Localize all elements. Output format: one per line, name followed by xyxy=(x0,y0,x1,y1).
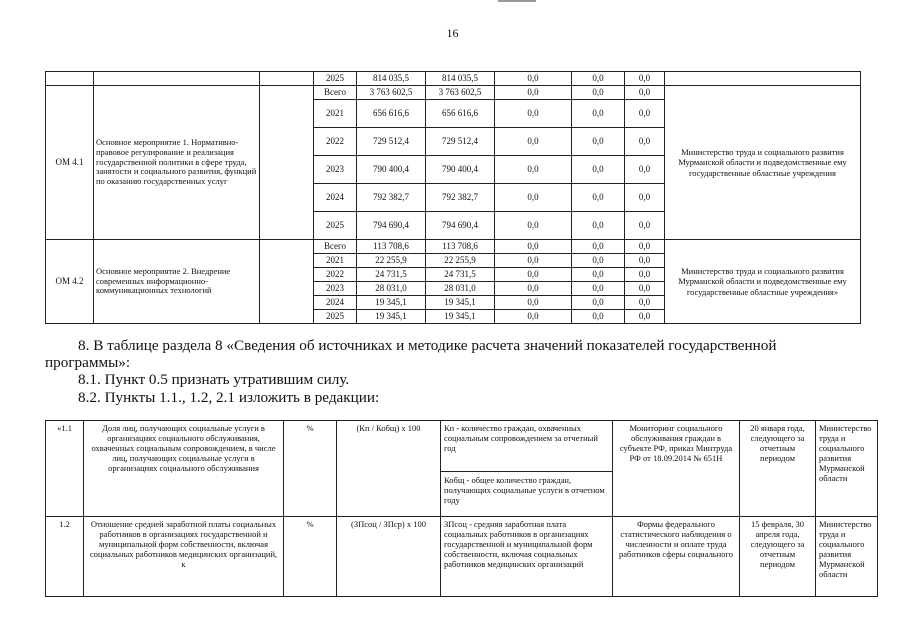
value-cell: 794 690,4 xyxy=(357,212,426,240)
value-cell: 814 035,5 xyxy=(357,72,426,86)
value-cell: 0,0 xyxy=(625,282,665,296)
formula-cell: (Кп / Кобщ) х 100 xyxy=(337,421,441,517)
value-cell: 0,0 xyxy=(625,254,665,268)
value-cell: 24 731,5 xyxy=(426,268,495,282)
paragraph-8-continued: программы»: xyxy=(45,354,131,371)
responsible-cell: Министерство труда и социального развития Мурманской области xyxy=(816,517,878,597)
value-cell: 22 255,9 xyxy=(357,254,426,268)
year-cell: 2021 xyxy=(314,100,357,128)
value-cell: 0,0 xyxy=(495,72,572,86)
paragraph-8-1: 8.1. Пункт 0.5 признать утратившим силу. xyxy=(78,371,350,388)
unit-cell: % xyxy=(284,517,337,597)
page-number: 16 xyxy=(446,26,459,40)
value-cell: 0,0 xyxy=(495,268,572,282)
value-cell: 0,0 xyxy=(572,240,625,254)
value-cell: 792 382,7 xyxy=(357,184,426,212)
value-cell: 0,0 xyxy=(625,156,665,184)
value-cell: 0,0 xyxy=(495,296,572,310)
value-cell: 0,0 xyxy=(495,240,572,254)
value-cell: 794 690,4 xyxy=(426,212,495,240)
description-cell: ЗПсоц - средняя заработная плата социальных работников в организациях государственной и муниципальной форм собственности, включая социальных работников медицинских организаций xyxy=(441,517,613,597)
indicator-name: Отношение средней заработной платы социальных работников в организациях государственной и муниципальной форм собственности, включая социальных работников медицинских организаций, к xyxy=(84,517,284,597)
value-cell: 0,0 xyxy=(572,72,625,86)
value-cell: 113 708,6 xyxy=(357,240,426,254)
value-cell: 0,0 xyxy=(572,254,625,268)
value-cell: 0,0 xyxy=(495,86,572,100)
value-cell: 0,0 xyxy=(625,184,665,212)
table-row xyxy=(46,421,878,517)
source-cell: Мониторинг социального обслуживания граждан в субъекте РФ, приказ Минтруда РФ от 18.09.2014 № 651Н xyxy=(613,421,740,517)
value-cell: 790 400,4 xyxy=(426,156,495,184)
deadline-cell: 15 февраля, 30 апреля года, следующего за отчетным периодом xyxy=(740,517,816,597)
year-cell: 2022 xyxy=(314,268,357,282)
executor-cell: Министерство труда и социального развития Мурманской области и подведомственные ему государственные областные учреждения xyxy=(665,86,861,240)
value-cell: 24 731,5 xyxy=(357,268,426,282)
value-cell: 792 382,7 xyxy=(426,184,495,212)
unit-cell: % xyxy=(284,421,337,517)
value-cell: 790 400,4 xyxy=(357,156,426,184)
value-cell: 0,0 xyxy=(495,310,572,324)
value-cell: 0,0 xyxy=(625,212,665,240)
indicators-table xyxy=(45,420,878,597)
value-cell: 0,0 xyxy=(625,268,665,282)
value-cell: 0,0 xyxy=(625,72,665,86)
value-cell: 814 035,5 xyxy=(426,72,495,86)
value-cell: 0,0 xyxy=(625,240,665,254)
year-cell: 2025 xyxy=(314,212,357,240)
year-cell: Всего xyxy=(314,86,357,100)
responsible-cell: Министерство труда и социального развития Мурманской области xyxy=(816,421,878,517)
row-number: 1.2 xyxy=(46,517,84,597)
value-cell: 0,0 xyxy=(572,86,625,100)
value-cell: 0,0 xyxy=(495,156,572,184)
value-cell: 19 345,1 xyxy=(426,296,495,310)
value-cell: 656 616,6 xyxy=(426,100,495,128)
description-line: Кп - количество граждан, охваченных социальным сопровождением за отчетный год xyxy=(444,423,598,454)
top-line-mark xyxy=(498,0,536,2)
year-cell: 2025 xyxy=(314,72,357,86)
value-cell: 28 031,0 xyxy=(357,282,426,296)
measure-name: Основное мероприятие 1. Нормативно-правовое регулирование и реализация государственной политики в сфере труда, занятости и социального развития, функций по оказанию государственных услуг xyxy=(94,86,260,240)
value-cell: 19 345,1 xyxy=(426,310,495,324)
measure-code: ОМ 4.2 xyxy=(46,240,94,324)
value-cell: 0,0 xyxy=(572,296,625,310)
value-cell: 0,0 xyxy=(572,212,625,240)
year-cell: 2023 xyxy=(314,282,357,296)
value-cell: 0,0 xyxy=(572,310,625,324)
indicator-name: Доля лиц, получающих социальные услуги в организациях социального обслуживания, охваченных социальным сопровождением, в числе лиц, получающих социальные услуги в организациях социального обслуживания xyxy=(84,421,284,517)
value-cell: 729 512,4 xyxy=(426,128,495,156)
value-cell: 0,0 xyxy=(495,282,572,296)
measure-name: Основное мероприятие 2. Внедрение современных информационно-коммуникационных технологий xyxy=(94,240,260,324)
table-row xyxy=(46,240,861,254)
value-cell: 729 512,4 xyxy=(357,128,426,156)
value-cell: 113 708,6 xyxy=(426,240,495,254)
value-cell: 19 345,1 xyxy=(357,296,426,310)
value-cell: 0,0 xyxy=(625,296,665,310)
value-cell: 0,0 xyxy=(572,156,625,184)
table-row xyxy=(46,72,861,86)
description-cell xyxy=(441,421,613,517)
value-cell: 0,0 xyxy=(625,128,665,156)
value-cell: 0,0 xyxy=(625,86,665,100)
year-cell: 2024 xyxy=(314,184,357,212)
value-cell: 0,0 xyxy=(572,282,625,296)
value-cell: 0,0 xyxy=(572,100,625,128)
table-row xyxy=(46,517,878,597)
value-cell: 0,0 xyxy=(572,184,625,212)
value-cell: 656 616,6 xyxy=(357,100,426,128)
year-cell: 2025 xyxy=(314,310,357,324)
year-cell: Всего xyxy=(314,240,357,254)
value-cell: 3 763 602,5 xyxy=(426,86,495,100)
value-cell: 28 031,0 xyxy=(426,282,495,296)
value-cell: 3 763 602,5 xyxy=(357,86,426,100)
value-cell: 0,0 xyxy=(495,212,572,240)
value-cell: 0,0 xyxy=(495,100,572,128)
value-cell: 0,0 xyxy=(495,254,572,268)
description-line: Кобщ - общее количество граждан, получающих социальные услуги в отчетном году xyxy=(441,471,612,505)
value-cell: 0,0 xyxy=(495,184,572,212)
paragraph-8: 8. В таблице раздела 8 «Сведения об источниках и методике расчета значений показателей государственной xyxy=(78,337,777,354)
value-cell: 0,0 xyxy=(625,100,665,128)
row-number: «1.1 xyxy=(46,421,84,517)
year-cell: 2023 xyxy=(314,156,357,184)
measure-code: ОМ 4.1 xyxy=(46,86,94,240)
value-cell: 0,0 xyxy=(572,268,625,282)
year-cell: 2024 xyxy=(314,296,357,310)
formula-cell: (ЗПсоц / ЗПср) х 100 xyxy=(337,517,441,597)
value-cell: 19 345,1 xyxy=(357,310,426,324)
year-cell: 2022 xyxy=(314,128,357,156)
year-cell: 2021 xyxy=(314,254,357,268)
paragraph-8-2: 8.2. Пункты 1.1., 1.2, 2.1 изложить в редакции: xyxy=(78,389,380,406)
value-cell: 0,0 xyxy=(495,128,572,156)
value-cell: 0,0 xyxy=(625,310,665,324)
funding-table xyxy=(45,71,861,324)
table-row xyxy=(46,86,861,100)
value-cell: 0,0 xyxy=(572,128,625,156)
value-cell: 22 255,9 xyxy=(426,254,495,268)
source-cell: Формы федерального статистического наблюдения о численности и оплате труда работников сферы социального xyxy=(613,517,740,597)
executor-cell: Министерство труда и социального развития Мурманской области и подведомственные ему государственные областные учреждения» xyxy=(665,240,861,324)
deadline-cell: 20 января года, следующего за отчетным периодом xyxy=(740,421,816,517)
